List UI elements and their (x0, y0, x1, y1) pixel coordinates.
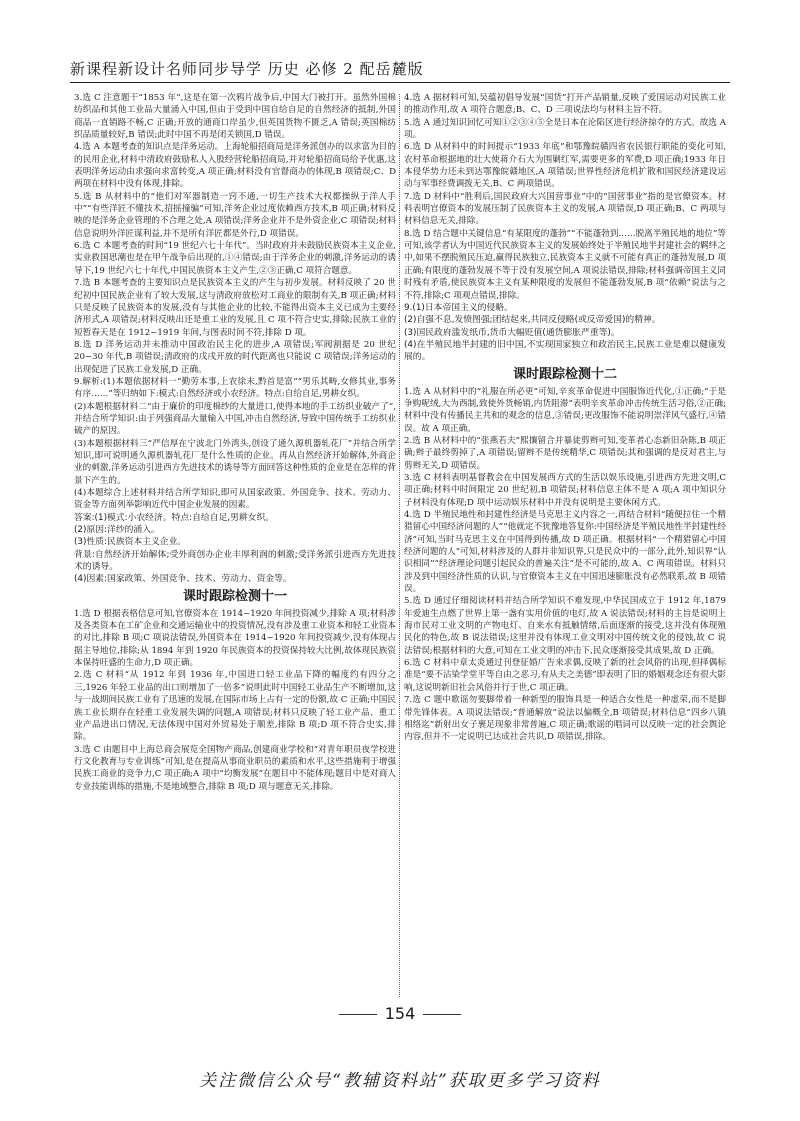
right-para-12: 3.选 C 材料表明基督教会在中国发展西方式的生活以娱乐设施,引进西方先进文明,C 项正确;材料中时间限定 20 世纪初,B 项错误;材料信息主体不是 A 项;A 项中知识分子材料没有体现;D 项中运动娱乐材料中并没有说明是主要休闲方式。 (404, 472, 726, 508)
left-answer-2: (3)性质:民族资本主义企业。 (74, 537, 187, 548)
right-para-15: 6.选 C 材料中章太炎通过刊登征婚广告来求偶,反映了新的社会风俗的出现,但择偶标准是“要不沾染学堂平等自由之恶习,有从夫之美德”即表明了旧的婚姻观念还有很大影响,这说明新旧社会风俗并行于世,C 项正确。 (404, 658, 726, 693)
right-para-2: 6.选 D 从材料中的时间提示“1933 年底”和鄂豫皖赣四省农民银行职能的变化可知,农村革命根据地的壮大使蒋介石大为围剿红军,需要更多的军费,D 项正确;1933 年日本侵华势力还未到达鄂豫皖赣地区,A 项错误;世界性经济危机扩散和国民经济建设运动与军事经费调拨无关,B、C 两项错误。 (404, 142, 726, 190)
right-para-1: 5.选 A 通过知识回忆可知①②③④⑤全是日本在沦陷区进行经济掠夺的方式。故选 A 项。 (404, 117, 726, 141)
left-para-8: (3)本题根据材料三“严信厚在宁波北门外湾头,创设了通久源机器轧花厂”并结合所学知识,即可说明通久源机器轧花厂是什么性质的企业。再从自然经济开始解体,外商企业的刺激,洋务运动引进西方先进技术的诱导等方面回答这种性质的企业是在怎样的背景下产生的。 (74, 438, 396, 486)
left-para-17: 2.选 C 材料“从 1912 年到 1936 年,中国进口轻工业品下降的幅度约有四分之三,1926 年轻工业品的出口则增加了一倍多”说明此时中国轻工业品生产不断增加,这与一战期间民族工业有了迅速的发展,在国际市场上占有一定的份额,故 C 正确;中国民族工业长期存在轻重工业发展失调的问题,A 项错误;材料只反映了轻工业产品、重工业产品进出口情况,无法体现中国对外贸易处于顺差,排除 B 项;D 项不符合史实,排除。 (74, 670, 396, 743)
left-para-5: 8.选 D 洋务运动并未推动中国政治民主化的进步,A 项错误;军阀割据是 20 世纪 20~30 年代,B 项错误;清政府的戊戌开放的时代距离也只能说 C 项错误;洋务运动的出现促进了民族工业发展,D 正确。 (74, 339, 396, 375)
right-para-10: 1.选 A 从材料中的“礼服在所必更”可知,辛亥革命促进中国服饰近代化,①正确;“于是争购呢绒,大为西制,致使外货畅销,内货阻滞”表明辛亥革命冲击传统生活习俗,②正确;材料中没有传播民主共和的观念的信息,③错误;更改服饰不能说明崇洋风气盛行,④错误。故 A 项正确。 (404, 386, 726, 434)
page-number-rule-right (423, 1014, 461, 1015)
right-answer-2: (3)国民政府滥发纸币,货币大幅贬值(通货膨胀严重等)。 (404, 327, 620, 338)
page-number-area (0, 1004, 800, 1023)
right-para-16: 7.选 C 题中歌谣勿要脚带着一种新型的服饰具是一种适合女性是一种虚荣,而不是脚带先锋体表。A 项说法错误;“普通解放”说法以偏概全,B 项错误;材料信息“四乡八镇相络迄”新射出女子裹足现象非常普遍,C 项正确;歌谣的唱词可以反映一定的社会舆论内容,但并不一定说明已达成社会共识,D 项错误,排除。 (404, 695, 726, 743)
section-title-11: 课时跟踪检测十一 (182, 588, 287, 604)
right-para-11: 2.选 B 从材料中的“张燕若夫”熙攘留合并暴徒剪辫可知,变革者心态新旧杂陈,B 项正确;辫子最终剪掉了,A 项错误;留辫不是传统精华,C 项错误;其和强调的是反对君主,与剪辫无关,D 项错误。 (404, 435, 726, 471)
left-para-2: 5.选 B 从材料中的“他们对军器制造一窍不通,一切生产技术大权都操纵于洋人手中”“有些洋匠不懂技术,招摇撞骗”可知,洋务企业过度依赖西方技术,B 项正确;材料反映的是洋务企业管理的不合理之处,A 项错误;洋务企业并不是外资企业,C 项错误;材料信息说明外洋匠谋利益,并不是所有洋匠都是外行,D 项错误。 (74, 191, 396, 239)
column-divider (399, 94, 400, 997)
left-column (74, 92, 396, 1003)
left-para-18: 3.选 C 由题目中上海总商会展览全国物产商品,创建商业学校和“对青年职员夜学校进行文化教育与专业训练”可知,是在提高从事商业职员的素质和水平,这些措施利于增强民族工商业的竞争力,C 项正确;A 项中“均衡发展”在题目中不能体现;题目中是对商人专业技能训练的措施,不是地域整合,排除 B 项;D 项与题意无关,排除。 (74, 744, 396, 792)
right-answer-3: (4)在半殖民地半封建的旧中国,不实现国家独立和政治民主,民族工业是难以健康发展的。 (404, 339, 726, 363)
left-answer-4: (4)因素:国家政策、外国竞争、技术、劳动力、资金等。 (74, 574, 292, 585)
left-para-16: 1.选 D 根据表格信息可知,官僚资本在 1914~1920 年间投资减少,排除 A 项;材料涉及各类资本在工矿企业和交通运输业中的投资情况,没有涉及重工业资本和轻工业资本的对比,排除 B 项;C 项说法错误,外国资本在 1914~1920 年间投资减少,没有体现占据主导地位,排除;从 1894 年到 1920 年民族资本的投资保持较大比例,故体现民族资本保持旺盛的生命力,D 项正确。 (74, 608, 396, 669)
header-title: 新课程新设计名师同步导学 历史 必修 2 配岳麓版 (70, 60, 424, 78)
right-para-3: 7.选 D 材料中“胜利后,国民政府大兴国营事业”中的“国营事业”指的是官僚资本。材料表明官僚资本的发展压制了民族资本主义的发展,A 项错误,D 项正确;B、C 两项与材料信息无关,排除。 (404, 191, 726, 227)
page-number: 154 (384, 1004, 416, 1023)
right-column (404, 92, 726, 1003)
left-answer-3: 背景:自然经济开始解体;受外商创办企业丰厚利润的刺激;受洋务派引进西方先进技术的诱导。 (74, 549, 396, 573)
left-answer-1: (2)原因:洋纱的涌入。 (74, 525, 160, 536)
left-answer-0: 答案:(1)模式:小农经济。特点:自给自足,男耕女织。 (74, 512, 275, 523)
left-para-9: (4)本题综合上述材料并结合所学知识,即可从国家政策、外国竞争、技术、劳动力、资金等方面列举影响近代中国企业发展的因素。 (74, 488, 396, 511)
right-answer-0: 9.(1)日本帝国主义的侵略。 (404, 302, 513, 313)
left-para-6: 9.解析:(1)本题依据材料一“勤劳本事,上农徐末,黔首是富”“男乐其畴,女修其业,事务有序……”等归纳如下:模式:自然经济或小农经济。特点:自给自足,男耕女织。 (74, 376, 396, 400)
left-para-4: 7.选 B 本题考查的主要知识点是民族资本主义的产生与初步发展。材料反映了 20 世纪初中国民族企业有了较大发展,这与清政府放松对工商业的限制有关,B 项正确;材料只是反映了民族资本的发展,没有与其他企业的比较,不能得出资本主义已成为主要经济形式,A 项错误;材料反映出还是重工业的发展,且 C 项不符合史实,排除;民族工业的短暂春天是在 1912~1919 年间,与图表时间不符,排除 D 项。 (74, 278, 396, 338)
right-para-4: 8.选 D 结合题中关键信息“有某限度的蓬勃”“不能蓬勃到……脱离半殖民地的地位”等可知,该学者认为中国近代民族资本主义的发展始终处于半殖民地半封建社会的羁绊之中,如果不摆脱殖民压迫,赢得民族独立,民族资本主义就不可能有真正的蓬勃发展,D 项正确;有限度的蓬勃发展不等于没有发展空间,A 项说法错误,排除;材料强调帝国主义同时残有矛盾,使民族资本主义有某种限度的发展但不能蓬勃发展,B 项“依赖”说法与之不符,排除;C 项观点错误,排除。 (404, 228, 726, 301)
left-para-1: 4.选 A 本题考查的知识点是洋务运动。上海轮船招商局是洋务派创办的以求富为目的的民用企业,材料中清政府鼓励私人入股经营轮船招商局,并对轮船招商局给予优惠,这表明洋务运动由求强向求富转变,A 项正确;材料没有官督商办的体现,B 项错误;C、D 两项在材料中没有体现,排除。 (74, 142, 396, 190)
footer-notice: 关注微信公众号“教辅资料站”获取更多学习资料 (199, 1071, 601, 1091)
page-number-rule-left (339, 1014, 377, 1015)
section-title-12: 课时跟踪检测十二 (512, 366, 617, 382)
right-para-14: 5.选 D 通过仔细阅读材料并结合所学知识不难发现,中华民国成立于 1912 年,1879 年爱迪生点燃了世界上第一盏有实用价值的电灯,故 A 说法错误;材料的主旨是说明上海市民对工业文明的产物电灯、自来水有抵触情绪,后面逐渐的接受,这并没有体现殖民化的特色,故 B 说法错误;这里并没有体现工业文明对中国传统文化的侵蚀,故 C 说法错误;根据材料的大意,可知在工业文明的冲击下,民众逐渐接受其成果,故 D 正确。 (404, 596, 726, 656)
left-para-0: 3.选 C 注意题干“1853 年”,这是在第一次鸦片战争后,中国大门被打开。虽然外国棉纺织品和其他工业品大量涌入中国,但由于受到中国自给自足的自然经济的抵制,外国商品一直销路不畅,C 正确;开放的通商口岸虽少,但英国货物不匮乏,A 错误;英国棉纺织品质量较好,B 错误;此时中国不再是闭关锁国,D 错误。 (74, 93, 396, 141)
right-para-0: 4.选 A 据材料可知,吴蕴初倡导发展“国货”打开产品销量,反映了爱国运动对民族工业的推动作用,故 A 项符合题意;B、C、D 三项说法均与材料主旨不符。 (404, 93, 726, 116)
left-para-7: (2)本题根据材料二“由于廉价的印度棉纱的大量进口,使得本地的手工纺织业破产了”,并结合所学知识:由于列强商品大量输入中国,冲击自然经济,导致中国传统手工纺织业破产的原因。 (74, 401, 396, 437)
right-answer-1: (2)自强不息,发愤图强;团结起来,共同反侵略(或反帝爱国)的精神。 (404, 315, 661, 326)
running-header (70, 56, 730, 83)
right-para-13: 4.选 D 半殖民地性和封建性经济是马克思主义内容之一,再结合材料“随便拉住一个精猎留心中国经济问题的人”“他就定不犹豫地答复你:中国经济是半殖民地性半封建性经济”可知,当时马克思主义在中国得到传播,故 D 项正确。根据材料“一个精猎留心中国经济问题的人”可知,材料涉及的人群并非知识界,只是民众中的一部分,此外,知识界“认识相同”“经济理论问题引起民众的普遍关注”是不可能的,故 A、C 两项错误。材料只涉及到中国经济性质的认识,与官僚资本主义在中国迅速膨胀没有必然联系,故 B 项错误。 (404, 510, 726, 595)
left-para-3: 6.选 C 本题考查的时间“19 世纪六七十年代”。当时政府并未鼓励民族资本主义企业,实业救国思潮也是在甲午战争后出现的,①④错误;由于洋务企业的刺激,洋务运动的诱导下,19 世纪六七十年代,中国民族资本主义产生,②③正确,C 项符合题意。 (74, 241, 396, 276)
